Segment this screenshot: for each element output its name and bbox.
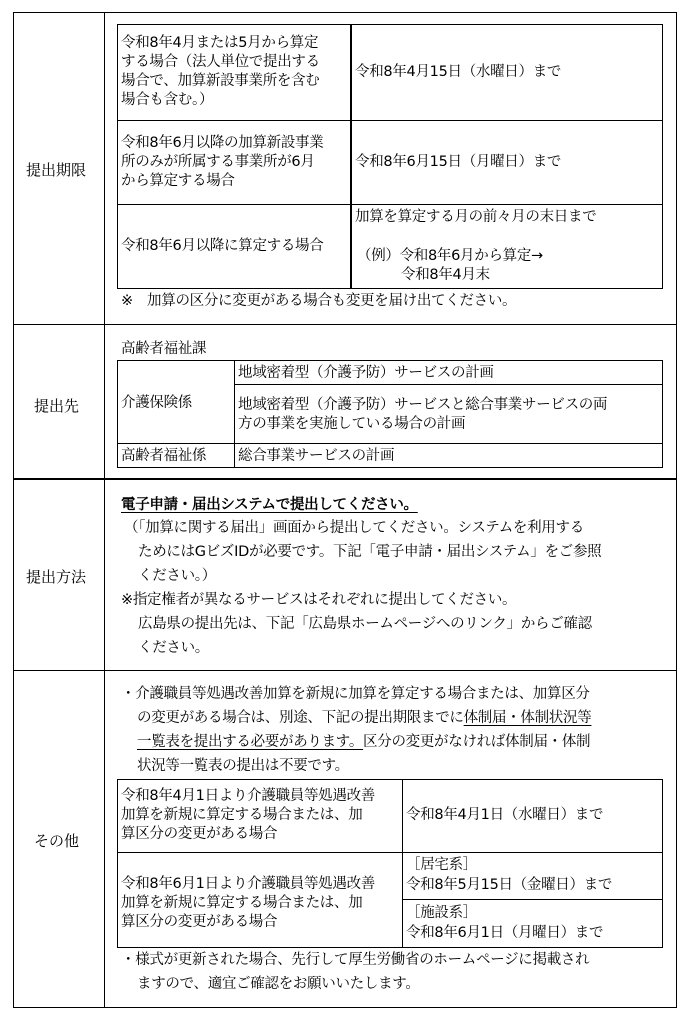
deadline-condition-1-line: 場合で、加算新設事業所を含む <box>121 73 320 89</box>
method-line: 広島県の提出先は、下記「広島県ホームページへのリンク」からご確認 <box>138 616 592 632</box>
section-label-deadline: 提出期限 <box>26 161 87 179</box>
method-line: ください。） <box>138 568 216 584</box>
other-condition-1-line: 加算を新規に算定する場合または、加 <box>121 807 363 823</box>
method-line: ください。 <box>138 640 209 656</box>
other-deadline-date-facility: 令和8年6月1日（月曜日）まで <box>406 925 604 941</box>
deadline-condition-2-line: から算定する場合 <box>121 173 235 189</box>
deadline-condition-1-line: する場合（法人単位で提出する <box>121 54 320 70</box>
method-heading: 電子申請・届出システムで提出してください。 <box>121 497 418 513</box>
deadline-table-row-divider <box>117 120 663 121</box>
office-name-koreisha-fukushi: 高齢者福祉係 <box>121 448 207 464</box>
other-intro-line: 状況等一覧表の提出は不要です。 <box>137 758 349 774</box>
deadline-condition-1-line: 場合も含む。） <box>121 92 214 108</box>
other-condition-1-line: 算区分の変更がある場合 <box>121 826 278 842</box>
section-divider <box>13 324 677 325</box>
other-table-row-divider <box>117 852 663 853</box>
deadline-condition-2-line: 所のみが所属する事業所が6月 <box>121 154 315 170</box>
other-intro-line <box>137 709 591 728</box>
deadline-date-3-line: 加算を算定する月の前々月の末日まで <box>355 209 597 225</box>
section-divider <box>13 478 677 480</box>
other-footer-line: ・様式が更新された場合、先行して厚生労働省のホームページに掲載され <box>121 952 590 968</box>
destination-table-row-divider <box>117 443 663 444</box>
method-line: （「加算に関する届出」画面から提出してください。システムを利用する <box>124 520 584 536</box>
other-deadline-category-home: ［居宅系］ <box>406 857 477 873</box>
deadline-date-2: 令和8年6月15日（月曜日）まで <box>355 154 562 170</box>
other-intro-text: の変更がある場合は、別途、下記の提出期限までに <box>137 710 464 726</box>
office-plan: 地域密着型（介護予防）サービスと総合事業サービスの両 <box>238 397 608 413</box>
method-line: ※指定権者が異なるサービスはそれぞれに提出してください。 <box>121 592 517 608</box>
deadline-table-col-divider <box>350 24 352 289</box>
deadline-date-3-example-result: 令和8年4月末 <box>401 267 490 283</box>
deadline-table-row-divider <box>117 204 663 205</box>
destination-department: 高齢者福祉課 <box>121 341 207 357</box>
other-condition-2-line: 算区分の変更がある場合 <box>121 914 278 930</box>
other-condition-2-line: 加算を新規に算定する場合または、加 <box>121 895 363 911</box>
deadline-note: ※ 加算の区分に変更がある場合も変更を届け出てください。 <box>121 293 517 309</box>
deadline-condition-3-line: 令和8年6月以降に算定する場合 <box>121 238 324 254</box>
office-plan: 方の事業を実施している場合の計画 <box>238 416 466 432</box>
other-table-col-divider <box>402 779 403 948</box>
other-deadline-1: 令和8年4月1日（水曜日）まで <box>406 807 604 823</box>
deadline-date-3-example: （例）令和8年6月から算定→ <box>357 248 543 264</box>
method-line: ためにはGビズIDが必要です。下記「電子申請・届出システム」をご参照 <box>138 544 602 560</box>
other-deadline-category-facility: ［施設系］ <box>406 905 477 921</box>
deadline-date-1: 令和8年4月15日（水曜日）まで <box>355 64 562 80</box>
section-label-other: その他 <box>34 832 80 850</box>
other-intro-line <box>137 733 590 752</box>
section-divider <box>13 670 677 671</box>
office-name-kaigo-hoken: 介護保険係 <box>121 395 192 411</box>
section-label-method: 提出方法 <box>26 568 87 586</box>
section-label-destination: 提出先 <box>34 397 80 415</box>
other-intro-line: ・介護職員等処遇改善加算を新規に加算を算定する場合または、加算区分 <box>121 686 590 702</box>
destination-table-row-divider <box>234 384 663 385</box>
deadline-condition-2-line: 令和8年6月以降の加算新設事業 <box>121 135 324 151</box>
other-footer-line: ますので、適宜ご確認をお願いいたします。 <box>137 976 420 992</box>
deadline-condition-1-line: 令和8年4月または5月から算定 <box>121 35 319 51</box>
other-intro-underlined: 一覧表を提出する必要があります。 <box>137 734 364 750</box>
destination-table-col-divider <box>234 360 235 468</box>
other-intro-text: 区分の変更がなければ体制届・体制 <box>363 734 591 750</box>
other-condition-1-line: 令和8年4月1日より介護職員等処遇改善 <box>121 788 375 804</box>
office-plan: 地域密着型（介護予防）サービスの計画 <box>238 365 494 381</box>
office-plan: 総合事業サービスの計画 <box>238 448 395 464</box>
other-table-subrow-divider <box>402 899 663 900</box>
other-deadline-date-home: 令和8年5月15日（金曜日）まで <box>406 877 613 893</box>
other-intro-underlined: 体制届・体制状況等 <box>463 710 592 726</box>
other-condition-2-line: 令和8年6月1日より介護職員等処遇改善 <box>121 876 375 892</box>
label-column-divider <box>104 12 105 1008</box>
